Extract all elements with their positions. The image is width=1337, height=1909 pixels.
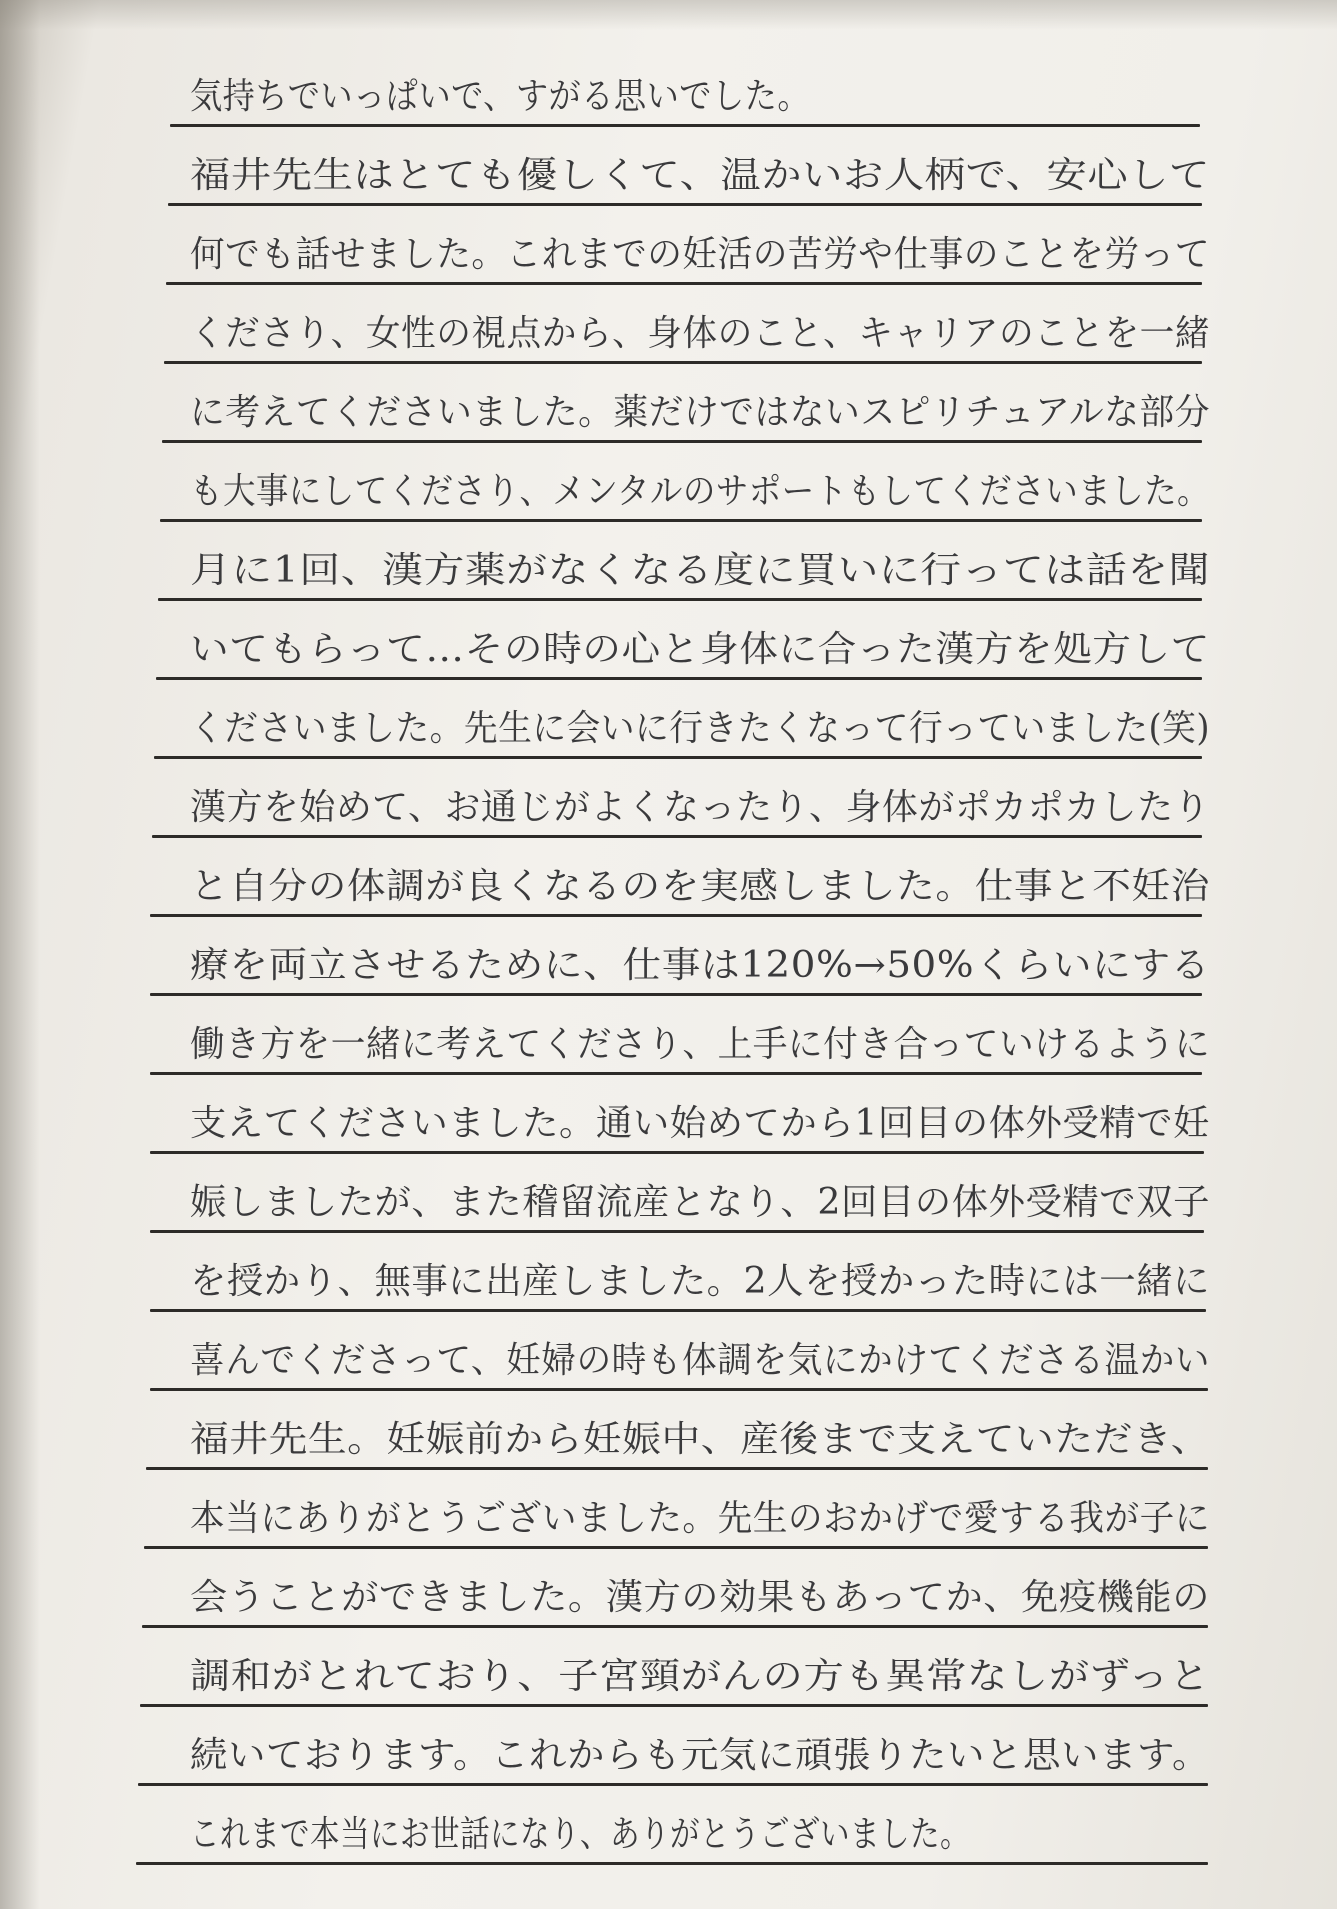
letter-line [150, 996, 1230, 1075]
letter-line-text: いてもらって…その時の心と身体に合った漢方を処方して [190, 629, 1210, 670]
letter-line [150, 364, 1230, 443]
letter-line [150, 1154, 1230, 1233]
letter-line-text: 月に1回、漢方薬がなくなる度に買いに行っては話を聞 [190, 550, 1210, 591]
letter-line [150, 1707, 1230, 1786]
letter-line-text: 福井先生はとても優しくて、温かいお人柄で、安心して [190, 155, 1210, 196]
letter-line-text: 支えてくださいました。通い始めてから1回目の体外受精で妊 [190, 1103, 1210, 1144]
letter-line [150, 1312, 1230, 1391]
letter-line [150, 443, 1230, 522]
letter-line [150, 48, 1230, 127]
letter-line-text: 娠しましたが、また稽留流産となり、2回目の体外受精で双子 [190, 1182, 1210, 1223]
paper-edge-shadow [0, 0, 40, 1909]
letter-line [150, 127, 1230, 206]
letter-line [150, 1233, 1230, 1312]
letter-line-text: も大事にしてくださり、メンタルのサポートもしてくださいました。 [190, 471, 1210, 512]
letter-line [150, 1786, 1230, 1865]
letter-line [150, 1391, 1230, 1470]
letter-line-text: 喜んでくださって、妊婦の時も体調を気にかけてくださる温かい [190, 1340, 1210, 1381]
letter-line-text: 会うことができました。漢方の効果もあってか、免疫機能の [190, 1577, 1210, 1618]
letter-line-text: くださり、女性の視点から、身体のこと、キャリアのことを一緒 [190, 313, 1210, 354]
letter-line [150, 601, 1230, 680]
letter-line [150, 680, 1230, 759]
letter-line [150, 206, 1230, 285]
ruled-line [136, 1862, 1208, 1865]
letter-line-text: くださいました。先生に会いに行きたくなって行っていました(笑) [190, 708, 1210, 749]
letter-line [150, 1075, 1230, 1154]
letter-line-text: これまで本当にお世話になり、ありがとうございました。 [190, 1814, 970, 1855]
letter-line [150, 838, 1230, 917]
letter-line [150, 917, 1230, 996]
letter-line [150, 1549, 1230, 1628]
letter-line [150, 759, 1230, 838]
letter-line-text: 続いております。これからも元気に頑張りたいと思います。 [190, 1735, 1210, 1776]
letter-line-text: 本当にありがとうございました。先生のおかげで愛する我が子に [190, 1498, 1210, 1539]
letter-line [150, 522, 1230, 601]
letter-line-text: と自分の体調が良くなるのを実感しました。仕事と不妊治 [190, 866, 1210, 907]
letter-line-text: を授かり、無事に出産しました。2人を授かった時には一緒に [190, 1261, 1210, 1302]
letter-line-text: 調和がとれており、子宮頸がんの方も異常なしがずっと [190, 1656, 1210, 1697]
letter-line-text: 何でも話せました。これまでの妊活の苦労や仕事のことを労って [190, 234, 1210, 275]
letter-line-text: 福井先生。妊娠前から妊娠中、産後まで支えていただき、 [190, 1419, 1210, 1460]
letter-line [150, 1628, 1230, 1707]
letter-line-text: 療を両立させるために、仕事は120%→50%くらいにする [190, 945, 1210, 986]
letter-line-text: 気持ちでいっぱいで、すがる思いでした。 [190, 76, 810, 117]
letter-line-text: に考えてくださいました。薬だけではないスピリチュアルな部分 [190, 392, 1210, 433]
letter-line-text: 漢方を始めて、お通じがよくなったり、身体がポカポカしたり [190, 787, 1210, 828]
letter-line [150, 285, 1230, 364]
letter-line-text: 働き方を一緒に考えてくださり、上手に付き合っていけるように [190, 1024, 1210, 1065]
letter-line [150, 1470, 1230, 1549]
handwritten-letter-sheet [150, 0, 1230, 1909]
